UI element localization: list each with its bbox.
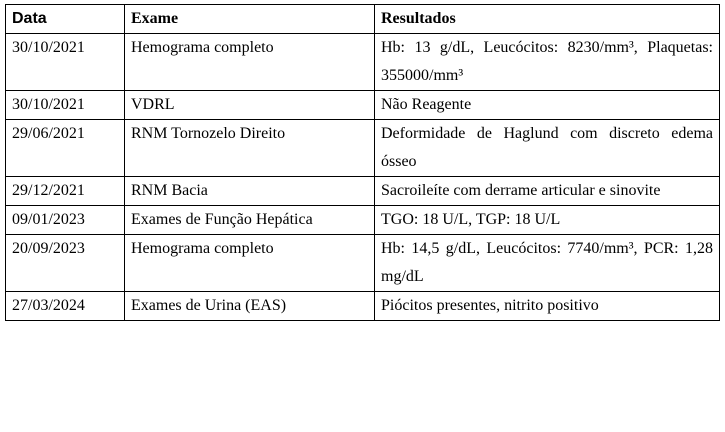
cell-exame: Exames de Urina (EAS) bbox=[125, 292, 375, 321]
cell-data: 29/12/2021 bbox=[6, 177, 125, 206]
table-row bbox=[6, 34, 720, 91]
cell-exame: Hemograma completo bbox=[125, 34, 375, 91]
cell-resultados: Não Reagente bbox=[375, 91, 720, 120]
cell-exame: RNM Bacia bbox=[125, 177, 375, 206]
table-row bbox=[6, 120, 720, 177]
cell-resultados: Hb: 13 g/dL, Leucócitos: 8230/mm³, Plaquetas: 355000/mm³ bbox=[375, 34, 720, 91]
header-data: Data bbox=[6, 5, 125, 34]
cell-resultados: TGO: 18 U/L, TGP: 18 U/L bbox=[375, 206, 720, 235]
cell-data: 20/09/2023 bbox=[6, 235, 125, 292]
cell-data: 30/10/2021 bbox=[6, 34, 125, 91]
table-row bbox=[6, 235, 720, 292]
table-row bbox=[6, 91, 720, 120]
header-exame: Exame bbox=[125, 5, 375, 34]
cell-data: 30/10/2021 bbox=[6, 91, 125, 120]
cell-exame: Exames de Função Hepática bbox=[125, 206, 375, 235]
cell-resultados: Piócitos presentes, nitrito positivo bbox=[375, 292, 720, 321]
cell-resultados: Deformidade de Haglund com discreto edema ósseo bbox=[375, 120, 720, 177]
cell-resultados: Hb: 14,5 g/dL, Leucócitos: 7740/mm³, PCR: 1,28 mg/dL bbox=[375, 235, 720, 292]
cell-exame: RNM Tornozelo Direito bbox=[125, 120, 375, 177]
cell-data: 27/03/2024 bbox=[6, 292, 125, 321]
cell-exame: VDRL bbox=[125, 91, 375, 120]
exam-results-table bbox=[5, 4, 720, 321]
table-row bbox=[6, 206, 720, 235]
header-resultados: Resultados bbox=[375, 5, 720, 34]
cell-resultados: Sacroileíte com derrame articular e sinovite bbox=[375, 177, 720, 206]
table-row bbox=[6, 177, 720, 206]
cell-data: 09/01/2023 bbox=[6, 206, 125, 235]
cell-data: 29/06/2021 bbox=[6, 120, 125, 177]
cell-exame: Hemograma completo bbox=[125, 235, 375, 292]
table-row bbox=[6, 292, 720, 321]
table-header-row bbox=[6, 5, 720, 34]
